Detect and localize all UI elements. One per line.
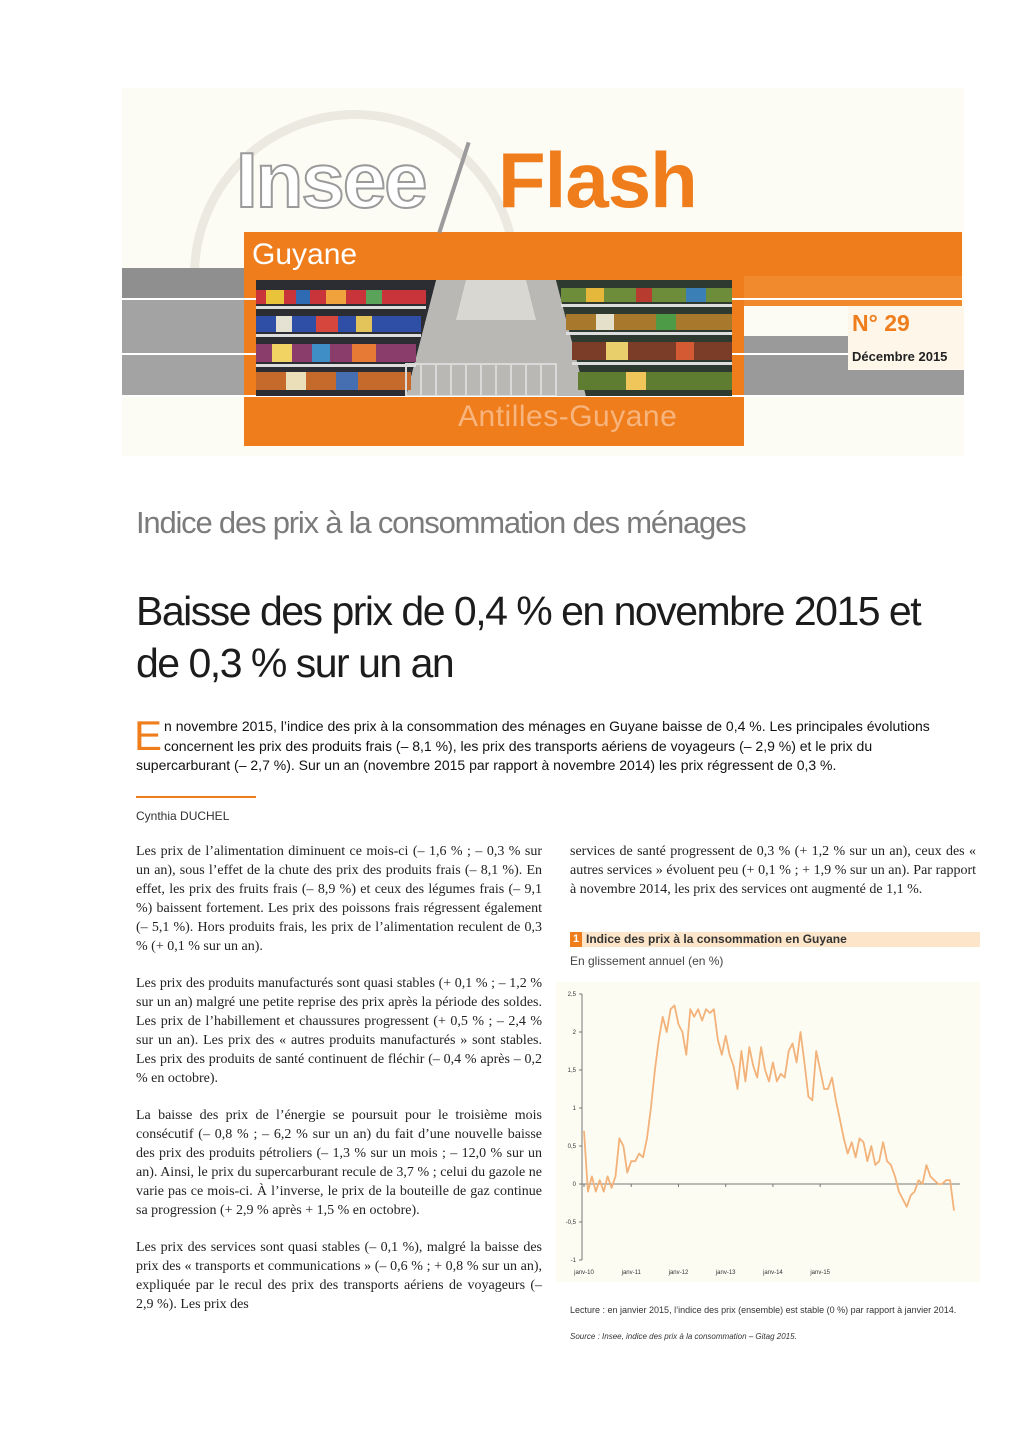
x-tick-label: janv-11 [621,1270,641,1276]
x-tick-label: janv-12 [668,1270,689,1276]
figure-subtitle: En glissement annuel (en %) [570,954,724,968]
y-tick-label: 1 [572,1106,576,1112]
y-tick-label: 0,5 [567,1144,576,1150]
body-paragraph: Les prix des services sont quasi stables (– 0,1 %), malgré la baisse des prix des « transports et communications » (– 0,6 % ; + 0,8 % sur un an), expliquée par le recul des prix des transports aériens de voyageurs (– 2,9 %). Les prix des [136,1240,542,1312]
cpi-line-chart [556,982,980,1282]
body-paragraph: Les prix de l’alimentation diminuent ce mois-ci (– 1,6 % ; – 0,3 % sur un an), sous l’effet de la chute des prix des produits frais (– 8,1 %). En effet, les prix des fruits frais (– 8,9 %) et ceux des légumes frais (– 9,1 %) baissent fortement. Les prix des poissons frais régressent également (– 5,1 %). Hors produits frais, les prix de l’alimentation reculent de 0,3 % (+ 0,1 % sur un an). [136,844,542,954]
figure-note: Lecture : en janvier 2015, l’indice des prix (ensemble) est stable (0 %) par rapport à janvier 2014. [570,1305,957,1315]
x-tick-label: janv-10 [574,1270,594,1276]
article-headline: Baisse des prix de 0,4 % en novembre 2015 et de 0,3 % sur un an [136,588,921,686]
issue-date: Décembre 2015 [852,349,948,364]
y-tick-label: -1 [570,1258,576,1264]
article-lead [134,712,944,776]
body-paragraph: Les prix des produits manufacturés sont quasi stables (+ 0,1 % ; – 1,2 % sur un an) malgré une petite reprise des prix après la période des soldes. Les prix de l’habillement et chaussures progressent (+ 0,5 % ; – 2,4 % sur un an). Les prix des « autres produits manufacturés » sont stables. Les prix des produits de santé continuent de fléchir (– 0,4 % après – 0,2 % en octobre). [136,976,542,1086]
figure-title: Indice des prix à la consommation en Guyane [586,932,847,946]
drop-cap: E [134,712,163,759]
author-name: Cynthia DUCHEL [136,809,230,823]
chart-svg [556,982,980,1282]
y-tick-label: 0 [572,1182,576,1188]
issue-number: N° 29 [852,310,910,336]
logo-flash: Flash [498,136,697,224]
body-paragraph: La baisse des prix de l’énergie se poursuit pour le troisième mois consécutif (– 0,8 % ; – 6,2 % sur un an) du fait d’une nouvelle baisse des prix des produits pétroliers (– 1,3 % sur un mois ; – 12,0 % sur un an). Ainsi, le prix du supercarburant recule de 3,7 % ; celui du gazole ne varie pas ce mois-ci. À l’inverse, le prix de la bouteille de gaz continue sa progression (+ 2,9 % après + 1,5 % en octobre). [136,1108,542,1218]
region-label: Guyane [252,238,358,271]
series-line [584,1005,954,1210]
masthead-gray-band [122,298,252,395]
left-column [136,842,542,1332]
y-tick-label: -0,5 [565,1220,576,1226]
x-tick-label: janv-15 [810,1270,831,1276]
x-tick-label: janv-13 [715,1270,736,1276]
y-tick-label: 2 [572,1030,576,1036]
body-paragraph: services de santé progressent de 0,3 % (+ 1,2 % sur un an), ceux des « autres services » évoluent peu (+ 0,1 % ; + 1,9 % sur un an). Par rapport à novembre 2014, les prix des services ont augmenté de 1,1 %. [570,844,976,897]
x-tick-label: janv-14 [763,1270,783,1276]
y-tick-label: 1,5 [567,1068,576,1074]
figure-number: 1 [570,932,582,947]
logo-insee: Insee [236,136,426,224]
article-topic: Indice des prix à la consommation des ménages [136,505,746,540]
masthead-gray-band [122,268,252,298]
y-tick-label: 2,5 [567,992,576,998]
lead-underline [136,796,256,798]
supermarket-aisle-image [256,280,732,396]
sub-region-label: Antilles-Guyane [458,400,678,433]
figure-source: Source : Insee, indice des prix à la consommation – Gitag 2015. [570,1332,797,1341]
lead-text: n novembre 2015, l’indice des prix à la consommation des ménages en Guyane baisse de 0,4 %. Les principales évolutions concernent les prix des produits frais (– 8,1 %), les prix des transports aériens de voyageurs (– 2,9 %) et le prix du supercarburant (– 2,7 %). Sur un an (novembre 2015 par rapport à novembre 2014) les prix régressent de 0,3 %. [136,718,930,773]
right-column [570,842,976,917]
masthead-orange-band [744,276,962,306]
